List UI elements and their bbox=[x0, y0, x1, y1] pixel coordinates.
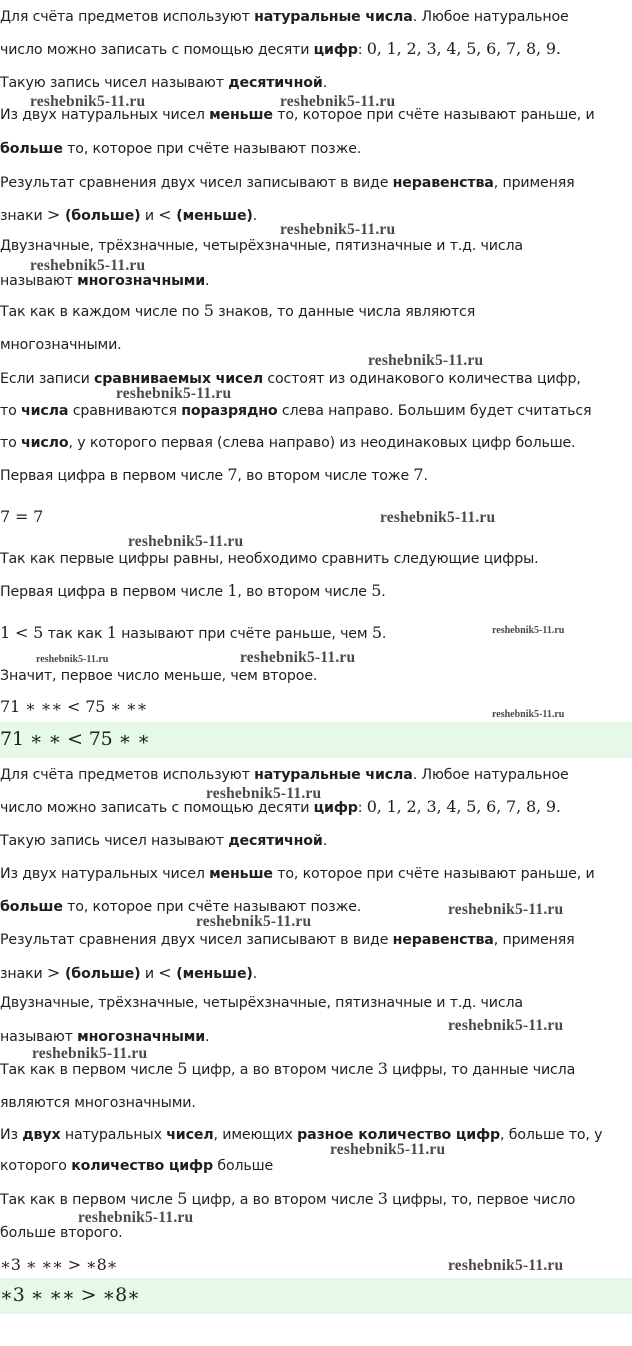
text: Для счёта предметов используют bbox=[0, 9, 255, 25]
text: то, которое при счёте называют раньше, и bbox=[272, 107, 595, 123]
text: Первая цифра в первом числе bbox=[0, 584, 228, 600]
text: Так как в первом числе bbox=[0, 1192, 178, 1208]
term-bold: цифр bbox=[313, 42, 358, 58]
term-bold: неравенства bbox=[392, 932, 494, 948]
text: натуральных bbox=[60, 1127, 167, 1143]
paragraph-line bbox=[0, 174, 575, 192]
math-number: 7 bbox=[413, 465, 424, 484]
watermark: reshebnik5-11.ru bbox=[240, 649, 356, 666]
text: называют при счёте раньше, чем bbox=[116, 626, 372, 642]
term-bold: двух bbox=[22, 1127, 61, 1143]
term-bold: меньше bbox=[209, 866, 273, 882]
text: Так как первые цифры равны, необходимо сравнить следующие цифры. bbox=[0, 551, 539, 567]
paragraph-line bbox=[0, 237, 523, 255]
math-digits: 0, 1, 2, 3, 4, 5, 6, 7, 8, 9. bbox=[366, 797, 561, 816]
term-bold: натуральные числа bbox=[254, 9, 413, 25]
text: . bbox=[252, 208, 258, 224]
text: то bbox=[0, 403, 22, 419]
text: цифры, то данные числа bbox=[387, 1062, 576, 1078]
watermark: reshebnik5-11.ru bbox=[32, 1045, 148, 1062]
term-bold: цифр bbox=[313, 800, 358, 816]
term-bold: натуральные числа bbox=[254, 767, 413, 783]
text: , применяя bbox=[493, 932, 575, 948]
text: называют bbox=[0, 1029, 78, 1045]
text: Если записи bbox=[0, 371, 95, 387]
watermark: reshebnik5-11.ru bbox=[448, 1017, 564, 1034]
math-expression: 7 = 7 bbox=[0, 507, 44, 526]
paragraph-line bbox=[0, 550, 539, 568]
watermark: reshebnik5-11.ru bbox=[196, 913, 312, 930]
paragraph-line bbox=[0, 40, 561, 59]
paragraph-line bbox=[0, 1028, 209, 1046]
text: Так как в первом числе bbox=[0, 1062, 178, 1078]
text: , во втором числе bbox=[237, 584, 372, 600]
term-bold: чисел bbox=[166, 1127, 214, 1143]
text: , больше то, у bbox=[500, 1127, 603, 1143]
math-number: 5 bbox=[177, 1189, 188, 1208]
text: : bbox=[357, 42, 367, 58]
watermark: reshebnik5-11.ru bbox=[330, 1141, 446, 1158]
text: Значит, первое число меньше, чем второе. bbox=[0, 668, 318, 684]
math-number: 3 bbox=[377, 1059, 388, 1078]
text: Двузначные, трёхзначные, четырёхзначные, пятизначные и т.д. числа bbox=[0, 995, 523, 1011]
text: Результат сравнения двух чисел записывают в виде bbox=[0, 932, 393, 948]
text: . Любое натуральное bbox=[412, 9, 569, 25]
term-bold: число bbox=[21, 435, 69, 451]
paragraph-line bbox=[0, 1224, 122, 1242]
math-symbol: < bbox=[158, 963, 172, 982]
watermark: reshebnik5-11.ru bbox=[368, 352, 484, 369]
term-bold: разное количество цифр bbox=[297, 1127, 500, 1143]
text: то, которое при счёте называют позже. bbox=[62, 141, 362, 157]
paragraph-line bbox=[0, 832, 327, 850]
text: то bbox=[0, 435, 22, 451]
text: то, которое при счёте называют позже. bbox=[62, 899, 362, 915]
answer-box bbox=[0, 1278, 632, 1314]
text: слева направо. Большим будет считаться bbox=[277, 403, 592, 419]
term-bold: поразрядно bbox=[181, 403, 278, 419]
paragraph-line bbox=[0, 140, 361, 158]
math-expression: 71 ∗ ∗∗ < 75 ∗ ∗∗ bbox=[0, 697, 148, 716]
paragraph-line bbox=[0, 1060, 575, 1079]
term-bold: (больше) bbox=[60, 966, 141, 982]
paragraph-line bbox=[0, 206, 257, 225]
text: сравниваются bbox=[68, 403, 182, 419]
term-bold: числа bbox=[21, 403, 69, 419]
text: Результат сравнения двух чисел записывают в виде bbox=[0, 175, 393, 191]
math-number: 5 bbox=[203, 301, 214, 320]
answer-box bbox=[0, 722, 632, 758]
text: Двузначные, трёхзначные, четырёхзначные, пятизначные и т.д. числа bbox=[0, 238, 523, 254]
term-bold: сравниваемых чисел bbox=[94, 371, 263, 387]
text: . bbox=[252, 966, 258, 982]
text: Из bbox=[0, 1127, 23, 1143]
watermark: reshebnik5-11.ru bbox=[206, 785, 322, 802]
text: называют bbox=[0, 273, 78, 289]
math-number: 5 bbox=[371, 581, 382, 600]
text: . bbox=[205, 273, 210, 289]
watermark: reshebnik5-11.ru bbox=[78, 1209, 194, 1226]
text: , у которого первая (слева направо) из неодинаковых цифр больше. bbox=[68, 435, 576, 451]
term-bold: (меньше) bbox=[171, 208, 253, 224]
math-symbol: > bbox=[46, 963, 61, 982]
watermark: reshebnik5-11.ru bbox=[380, 509, 496, 526]
text: . bbox=[381, 584, 386, 600]
text: , имеющих bbox=[213, 1127, 298, 1143]
text: многозначными. bbox=[0, 337, 122, 353]
paragraph-line bbox=[0, 582, 386, 601]
math-digits: 0, 1, 2, 3, 4, 5, 6, 7, 8, 9. bbox=[366, 39, 561, 58]
text: : bbox=[357, 800, 367, 816]
watermark: reshebnik5-11.ru bbox=[30, 257, 146, 274]
paragraph-line bbox=[0, 1126, 602, 1144]
math-expression: 1 < 5 bbox=[0, 623, 44, 642]
math-number: 7 bbox=[227, 465, 238, 484]
text: . bbox=[322, 75, 328, 91]
paragraph-line bbox=[0, 1094, 196, 1112]
paragraph-line bbox=[0, 466, 428, 485]
text: Из двух натуральных чисел bbox=[0, 107, 210, 123]
text: Из двух натуральных чисел bbox=[0, 866, 210, 882]
text: , во втором числе тоже bbox=[237, 468, 414, 484]
math-symbol: > bbox=[46, 205, 61, 224]
math-expression: ∗3 ∗ ∗∗ > ∗8∗ bbox=[0, 1255, 118, 1274]
paragraph-line bbox=[0, 766, 569, 784]
text: цифр, а во втором числе bbox=[187, 1062, 378, 1078]
text: , применяя bbox=[493, 175, 575, 191]
text: знаки bbox=[0, 208, 47, 224]
watermark: reshebnik5-11.ru bbox=[128, 533, 244, 550]
math-symbol: < bbox=[158, 205, 172, 224]
paragraph-line bbox=[0, 8, 569, 26]
text: больше bbox=[213, 1158, 274, 1174]
watermark: reshebnik5-11.ru bbox=[492, 625, 565, 636]
answer-expression: ∗3 ∗ ∗∗ > ∗8∗ bbox=[0, 1284, 140, 1306]
term-bold: больше bbox=[0, 141, 63, 157]
term-bold: многозначными bbox=[77, 273, 206, 289]
text: Первая цифра в первом числе bbox=[0, 468, 228, 484]
paragraph-line bbox=[0, 931, 575, 949]
term-bold: десятичной bbox=[228, 833, 323, 849]
math-number: 5 bbox=[371, 623, 382, 642]
paragraph-line bbox=[0, 336, 122, 354]
text: число можно записать с помощью десяти bbox=[0, 800, 314, 816]
text: . bbox=[423, 468, 428, 484]
term-bold: десятичной bbox=[228, 75, 323, 91]
text: то, которое при счёте называют раньше, и bbox=[272, 866, 595, 882]
text: . bbox=[322, 833, 328, 849]
text: знаков, то данные числа являются bbox=[213, 304, 476, 320]
math-number: 1 bbox=[227, 581, 238, 600]
text: состоят из одинакового количества цифр, bbox=[263, 371, 581, 387]
text: знаки bbox=[0, 966, 47, 982]
paragraph-line bbox=[0, 624, 386, 643]
text: цифры, то, первое число bbox=[387, 1192, 576, 1208]
paragraph-line bbox=[0, 434, 575, 452]
term-bold: меньше bbox=[209, 107, 273, 123]
paragraph-line bbox=[0, 272, 209, 290]
watermark: reshebnik5-11.ru bbox=[492, 709, 565, 720]
term-bold: многозначными bbox=[77, 1029, 206, 1045]
paragraph-line bbox=[0, 994, 523, 1012]
text: больше второго. bbox=[0, 1225, 123, 1241]
text: и bbox=[140, 208, 159, 224]
text: . bbox=[205, 1029, 210, 1045]
paragraph-line bbox=[0, 865, 595, 883]
term-bold: (больше) bbox=[60, 208, 141, 224]
paragraph-line bbox=[0, 1190, 575, 1209]
watermark: reshebnik5-11.ru bbox=[448, 901, 564, 918]
math-number: 1 bbox=[106, 623, 117, 642]
paragraph-line bbox=[0, 667, 317, 685]
answer-expression: 71 ∗ ∗ < 75 ∗ ∗ bbox=[0, 728, 150, 750]
paragraph-line bbox=[0, 370, 581, 388]
text: так как bbox=[43, 626, 107, 642]
term-bold: неравенства bbox=[392, 175, 494, 191]
text: . bbox=[381, 626, 387, 642]
text: число можно записать с помощью десяти bbox=[0, 42, 314, 58]
text: Для счёта предметов используют bbox=[0, 767, 255, 783]
text: которого bbox=[0, 1158, 72, 1174]
text: Так как в каждом числе по bbox=[0, 304, 204, 320]
paragraph-line bbox=[0, 1157, 273, 1175]
paragraph-line bbox=[0, 964, 257, 983]
text: . Любое натуральное bbox=[412, 767, 569, 783]
text: Такую запись чисел называют bbox=[0, 833, 229, 849]
text: являются многозначными. bbox=[0, 1095, 196, 1111]
watermark: reshebnik5-11.ru bbox=[36, 654, 109, 665]
text: цифр, а во втором числе bbox=[187, 1192, 378, 1208]
term-bold: (меньше) bbox=[171, 966, 253, 982]
math-number: 5 bbox=[177, 1059, 188, 1078]
math-number: 3 bbox=[377, 1189, 388, 1208]
paragraph-line bbox=[0, 402, 591, 420]
paragraph-line bbox=[0, 302, 475, 321]
term-bold: количество цифр bbox=[71, 1158, 213, 1174]
text: и bbox=[140, 966, 159, 982]
term-bold: больше bbox=[0, 899, 63, 915]
watermark: reshebnik5-11.ru bbox=[280, 221, 396, 238]
text: Такую запись чисел называют bbox=[0, 75, 229, 91]
watermark: reshebnik5-11.ru bbox=[280, 93, 396, 110]
watermark: reshebnik5-11.ru bbox=[30, 93, 146, 110]
paragraph-line bbox=[0, 74, 327, 92]
watermark: reshebnik5-11.ru bbox=[448, 1257, 564, 1274]
watermark: reshebnik5-11.ru bbox=[116, 385, 232, 402]
